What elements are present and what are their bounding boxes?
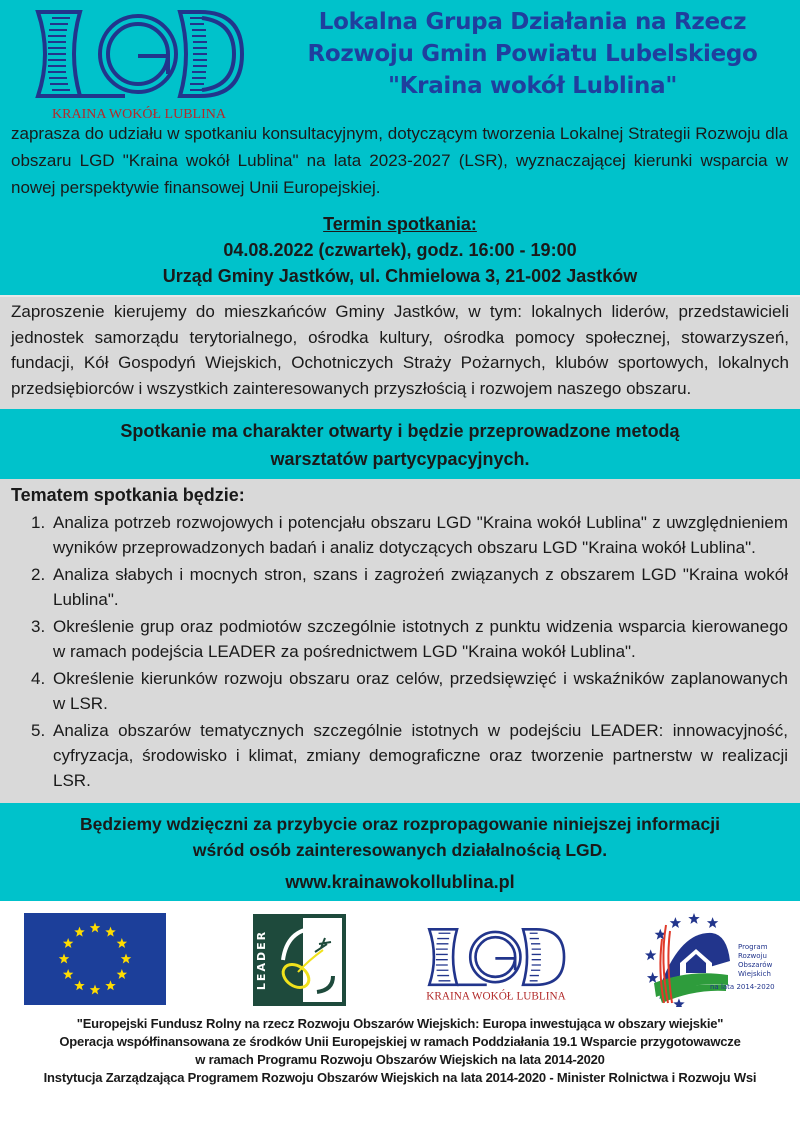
topics-title: Tematem spotkania będzie:	[11, 485, 245, 505]
top-section	[0, 0, 800, 295]
thanks-section	[0, 803, 800, 901]
topic-number: 5.	[31, 721, 46, 740]
organization-title-line: "Kraina wokół Lublina"	[387, 73, 678, 99]
prow-line: Wiejskich	[738, 970, 771, 978]
prow-star-icon	[645, 949, 656, 960]
sponsor-logos	[0, 901, 800, 1011]
organization-title-line: Rozwoju Gmin Powiatu Lubelskiego	[307, 41, 758, 67]
topics-section	[0, 479, 800, 803]
invitation-paragraph: Zaproszenie kierujemy do mieszkańców Gminy Jastków, w tym: lokalnych liderów, przedstawicieli jednostek samorządu terytorialnego, ośrodka kultury, ośrodka pomocy społecznej, stowarzyszeń, fundacji, Kół Gospodyń Wiejskich, Ochotniczych Straży Pożarnych, klubów sportowych, lokalnych przedsiębiorców i wszystkich zainteresowanych przyszłością i rozwojem naszego obszaru.	[0, 295, 800, 409]
topic-text: Analiza obszarów tematycznych szczególnie istotnych w podejściu LEADER: innowacyjność, cyfryzacja, środowisko i klimat, zmiany demograficzne oraz tworzenie partnerstw w realizacji LSR.	[53, 721, 788, 790]
topic-number: 1.	[31, 513, 46, 532]
prow-logo-graphic	[632, 911, 782, 1007]
topic-item	[31, 718, 788, 793]
open-meeting-notice	[0, 409, 800, 479]
organization-title	[265, 6, 800, 102]
topic-text: Określenie grup oraz podmiotów szczególnie istotnych z punktu widzenia wsparcia kierowanego w ramach podejścia LEADER za pośrednictwem LGD "Kraina wokół Lublina".	[53, 617, 788, 661]
topic-number: 4.	[31, 669, 46, 688]
prow-line: Rozwoju	[738, 952, 767, 960]
topic-item	[31, 666, 788, 716]
eu-flag-logo	[24, 913, 166, 1010]
topic-number: 2.	[31, 565, 46, 584]
prow-star-icon	[670, 917, 681, 928]
topic-item	[31, 614, 788, 664]
lgd-logo-small-graphic	[424, 921, 568, 1005]
lgd-logo	[30, 4, 248, 122]
meeting-date: 04.08.2022 (czwartek), godz. 16:00 - 19:00	[223, 240, 577, 260]
leader-logo-text: LEADER	[255, 929, 268, 991]
lgd-logo-graphic	[30, 4, 248, 122]
prow-years: na lata 2014-2020	[710, 983, 775, 991]
meeting-heading: Termin spotkania:	[323, 214, 477, 234]
lgd-logo-small	[424, 921, 568, 1010]
thanks-line: Będziemy wdzięczni za przybycie oraz rozpropagowanie niniejszej informacji	[80, 814, 720, 834]
prow-star-icon	[673, 998, 684, 1007]
lgd-logo-small-caption: KRAINA WOKÓŁ LUBLINA	[426, 990, 566, 1003]
meeting-details	[0, 211, 800, 295]
topic-text: Analiza słabych i mocnych stron, szans i zagrożeń związanych z obszarem LGD "Kraina wokół Lublina".	[53, 565, 788, 609]
footer-line: "Europejski Fundusz Rolny na rzecz Rozwoju Obszarów Wiejskich: Europa inwestująca w obszary wiejskie"	[76, 1016, 724, 1031]
prow-star-icon	[707, 917, 718, 928]
website-link[interactable]: www.krainawokollublina.pl	[285, 872, 515, 892]
prow-line: Obszarów	[738, 961, 773, 969]
footer-line: w ramach Programu Rozwoju Obszarów Wiejskich na lata 2014-2020	[195, 1052, 605, 1067]
topic-number: 3.	[31, 617, 46, 636]
intro-paragraph: zaprasza do udziału w spotkaniu konsultacyjnym, dotyczącym tworzenia Lokalnej Strategii Rozwoju dla obszaru LGD "Kraina wokół Lublina" na lata 2023-2027 (LSR), wyznaczającej kierunki wsparcia w nowej perspektywie finansowej Unii Europejskiej.	[11, 124, 788, 197]
open-meeting-line: warsztatów partycypacyjnych.	[270, 449, 530, 469]
prow-star-icon	[647, 972, 658, 983]
footer	[0, 1011, 800, 1087]
open-meeting-line: Spotkanie ma charakter otwarty i będzie przeprowadzone metodą	[120, 421, 680, 441]
organization-title-line: Lokalna Grupa Działania na Rzecz	[318, 9, 747, 35]
topic-item	[31, 562, 788, 612]
footer-line: Instytucja Zarządzająca Programem Rozwoju Obszarów Wiejskich na lata 2014-2020 - Minister Rolnictwa i Rozwoju Wsi	[43, 1070, 757, 1085]
topic-text: Określenie kierunków rozwoju obszaru oraz celów, przedsięwzięć i wskaźników zaplanowanych w LSR.	[53, 669, 788, 713]
footer-line: Operacja współfinansowana ze środków Unii Europejskiej w ramach Poddziałania 19.1 Wsparcie przygotowawcze	[59, 1034, 741, 1049]
prow-logo	[632, 911, 782, 1012]
meeting-place: Urząd Gminy Jastków, ul. Chmielowa 3, 21-002 Jastków	[162, 266, 638, 286]
prow-star-icon	[688, 913, 699, 924]
header	[0, 0, 800, 122]
topic-text: Analiza potrzeb rozwojowych i potencjału obszaru LGD "Kraina wokół Lublina" z uwzględnieniem wyników przeprowadzonych badań i analiz dotyczących obszaru LGD "Kraina wokół Lublina".	[53, 513, 788, 557]
thanks-line: wśród osób zainteresowanych działalnością LGD.	[192, 840, 608, 860]
prow-line: Program	[738, 943, 768, 951]
eu-flag-icon	[24, 913, 166, 1005]
topic-item	[31, 510, 788, 560]
lgd-logo-caption: KRAINA WOKÓŁ LUBLINA	[52, 107, 226, 122]
topics-list	[11, 510, 788, 793]
leader-logo	[253, 914, 346, 1011]
leader-logo-graphic	[253, 914, 346, 1006]
